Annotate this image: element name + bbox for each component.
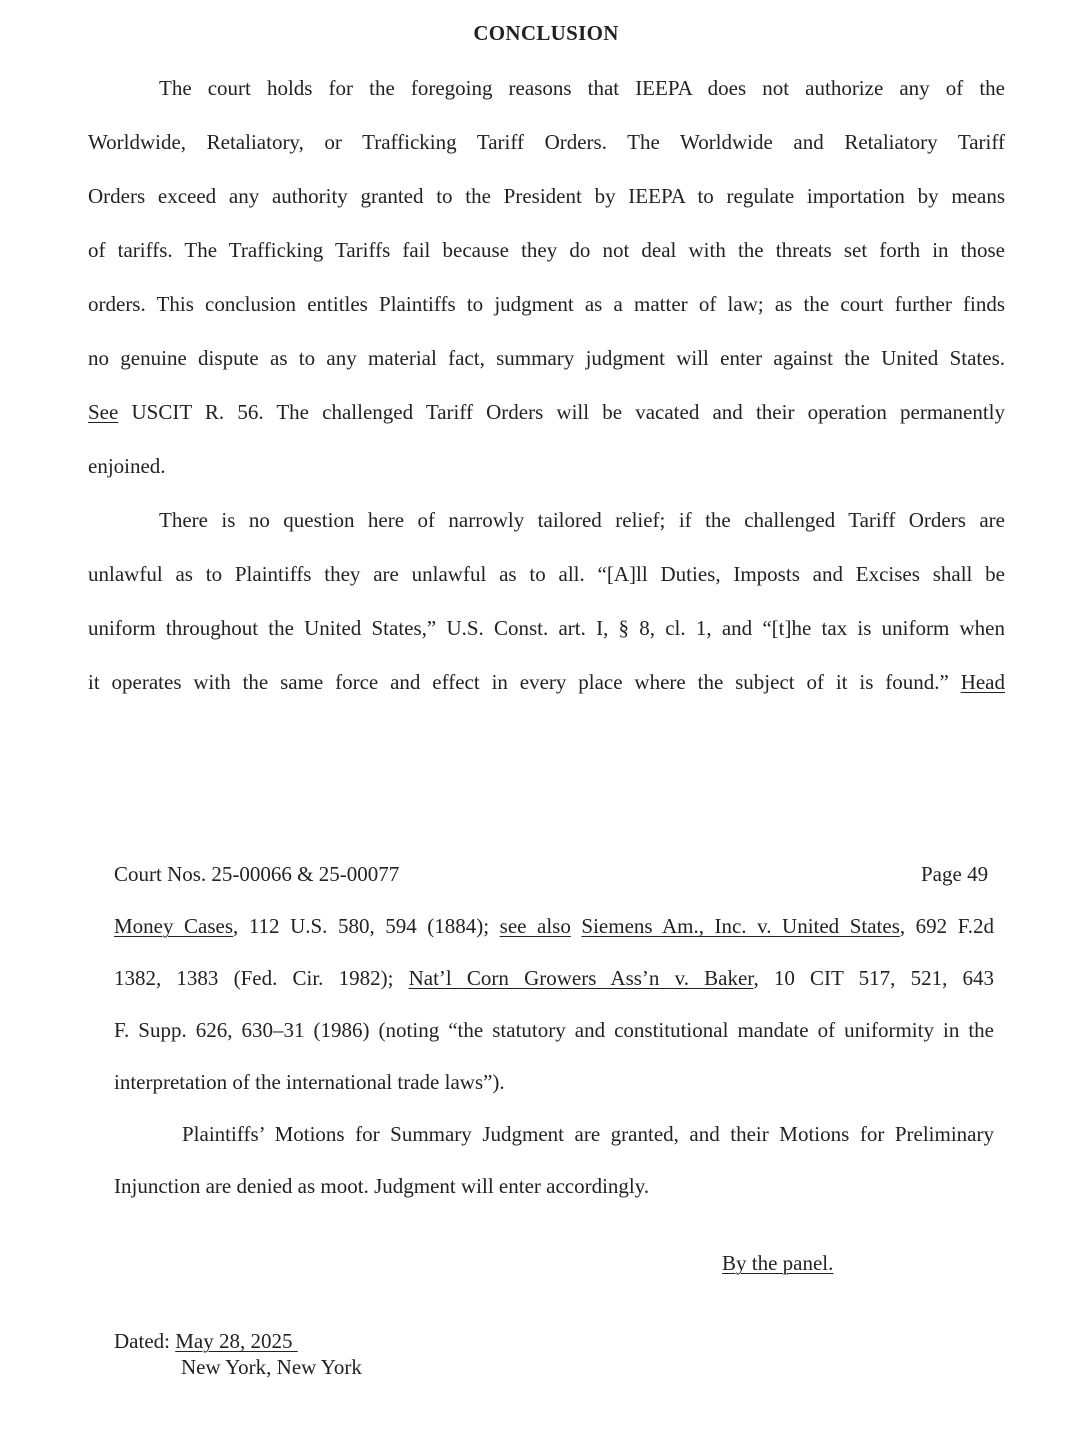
paragraph-line: The court holds for the foregoing reasons that IEEPA does not authorize any of the — [159, 76, 1005, 100]
rule-citation: USCIT R. 56. The challenged Tariff Orders will be vacated and their operation permanently — [118, 400, 1005, 424]
dated-label: Dated: — [114, 1329, 176, 1353]
paragraph-line: unlawful as to Plaintiffs they are unlawful as to all. “[A]ll Duties, Imposts and Excises shall be — [88, 562, 1005, 586]
paragraph-line: Worldwide, Retaliatory, or Trafficking Tariff Orders. The Worldwide and Retaliatory Tariff — [88, 130, 1005, 154]
conclusion-heading: CONCLUSION — [473, 21, 619, 45]
court-numbers: Court Nos. 25-00066 & 25-00077 — [114, 862, 400, 886]
paragraph-line: uniform throughout the United States,” U.S. Const. art. I, § 8, cl. 1, and “[t]he tax is uniform when — [88, 616, 1005, 640]
dated-line — [114, 1328, 298, 1354]
case-name: Nat’l Corn Growers Ass’n v. Baker — [408, 966, 754, 990]
order-line: Injunction are denied as moot. Judgment will enter accordingly. — [114, 1174, 650, 1198]
paragraph-line: no genuine dispute as to any material fact, summary judgment will enter against the United States. — [88, 346, 1005, 370]
case-name: Money Cases — [114, 914, 234, 938]
see-signal: See — [88, 400, 119, 424]
signature-line: By the panel. — [722, 1251, 834, 1275]
quote-text: it operates with the same force and effect in every place where the subject of it is found.” — [88, 670, 961, 694]
citation-text: , 692 F.2d — [899, 914, 994, 938]
paragraph-line — [88, 399, 1005, 425]
case-name-head: Head — [960, 670, 1005, 694]
citation-text: 1382, 1383 (Fed. Cir. 1982); — [114, 966, 409, 990]
paragraph-line: enjoined. — [88, 454, 166, 478]
citation-line: interpretation of the international trade laws”). — [114, 1070, 505, 1094]
paragraph-line: orders. This conclusion entitles Plaintiffs to judgment as a matter of law; as the court further finds — [88, 292, 1005, 316]
paragraph-line: There is no question here of narrowly tailored relief; if the challenged Tariff Orders are — [159, 508, 1005, 532]
paragraph-line — [88, 669, 1005, 695]
citation-line: F. Supp. 626, 630–31 (1986) (noting “the statutory and constitutional mandate of uniformity in the — [114, 1018, 994, 1042]
paragraph-line: of tariffs. The Trafficking Tariffs fail because they do not deal with the threats set forth in those — [88, 238, 1005, 262]
citation-text: , 10 CIT 517, 521, 643 — [753, 966, 995, 990]
case-name: Siemens Am., Inc. v. United States — [581, 914, 900, 938]
citation-line — [114, 965, 994, 991]
paragraph-line: Orders exceed any authority granted to the President by IEEPA to regulate importation by means — [88, 184, 1005, 208]
page-number: Page 49 — [921, 862, 989, 886]
dated-value: May 28, 2025 — [175, 1329, 298, 1353]
citation-text — [571, 914, 582, 938]
location: New York, New York — [181, 1355, 362, 1379]
citation-text: , 112 U.S. 580, 594 (1884); — [233, 914, 500, 938]
see-also-signal: see also — [499, 914, 571, 938]
citation-line — [114, 913, 994, 939]
order-line: Plaintiffs’ Motions for Summary Judgment are granted, and their Motions for Preliminary — [182, 1122, 994, 1146]
